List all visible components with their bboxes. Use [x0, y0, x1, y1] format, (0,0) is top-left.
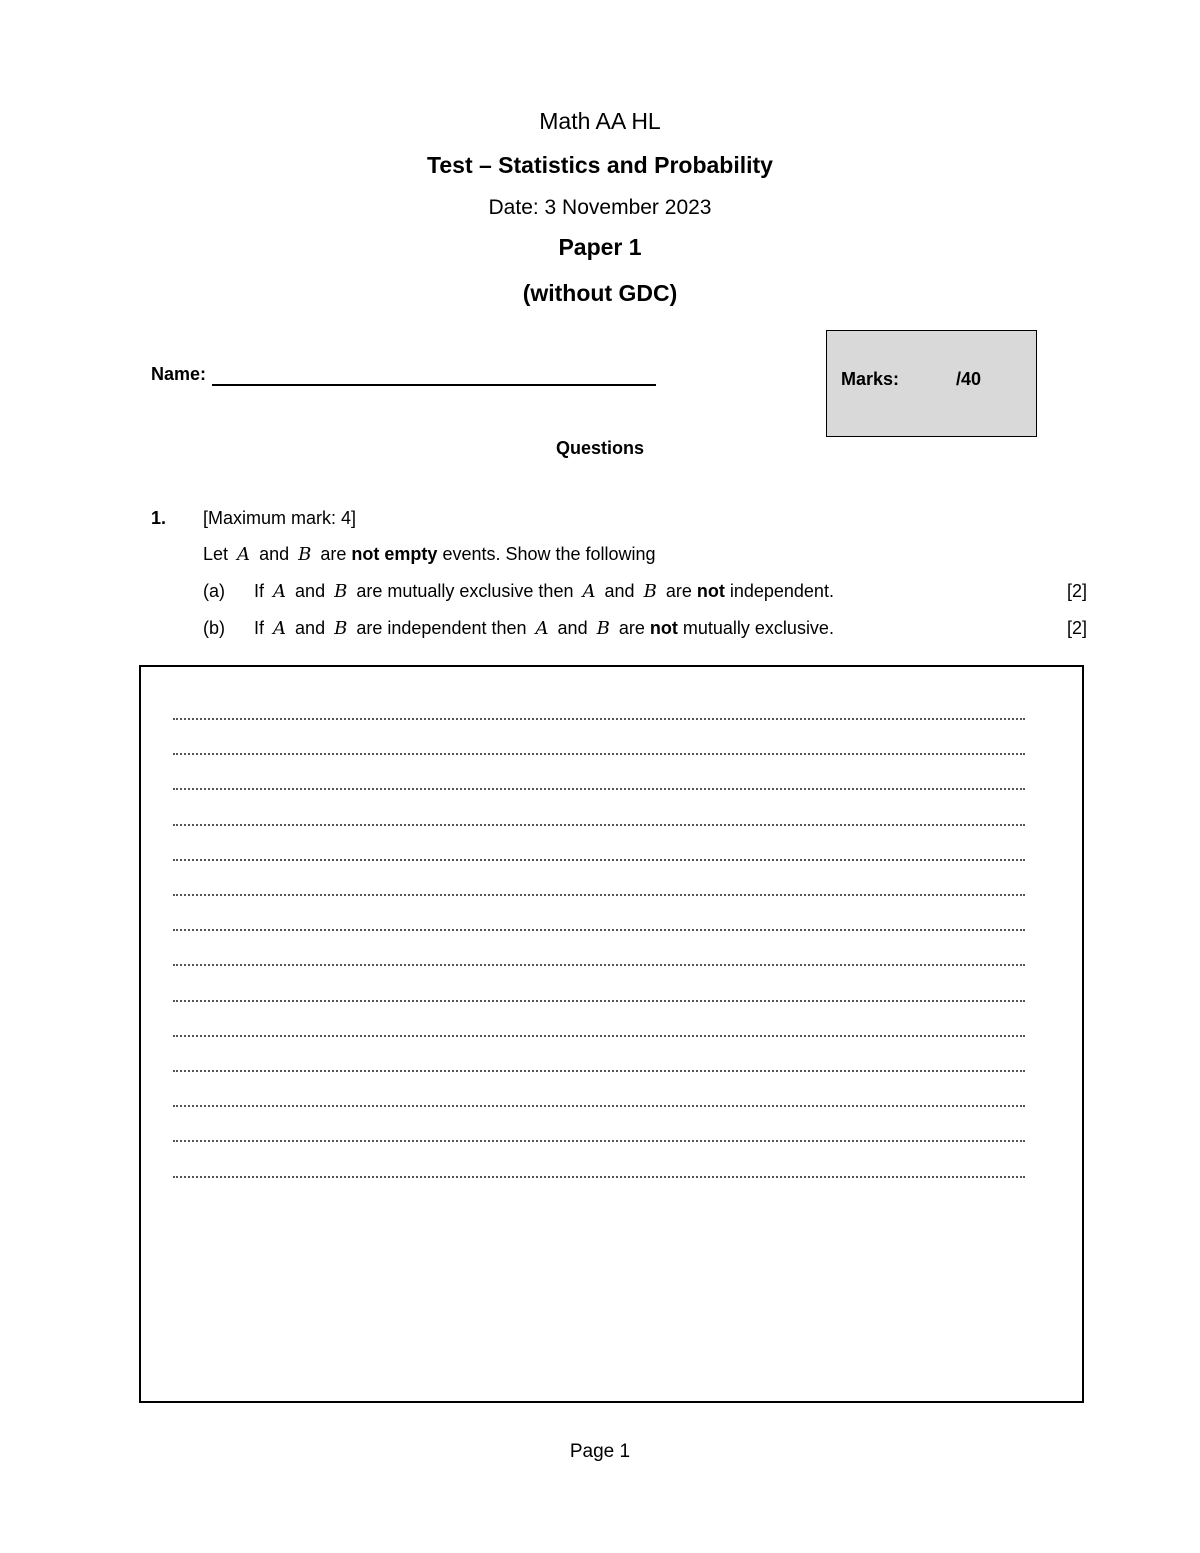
variable-b: B	[334, 581, 348, 602]
paper-number: Paper 1	[558, 234, 642, 260]
part-b-middle: are independent then	[356, 618, 527, 638]
intro-post: events. Show the following	[442, 544, 656, 564]
answer-dotted-line	[173, 1140, 1025, 1142]
question-max-mark: [Maximum mark: 4]	[203, 508, 357, 528]
intro-pre: Let	[203, 544, 229, 564]
part-b-emphasis: not	[649, 618, 678, 638]
part-b-and: and	[295, 618, 326, 638]
answer-dotted-line	[173, 1176, 1025, 1178]
part-a-and: and	[604, 581, 635, 601]
part-a-label: (a)	[203, 581, 225, 601]
marks-label: Marks:	[841, 369, 900, 389]
calculator-note: (without GDC)	[522, 280, 678, 306]
part-b-mark: [2]	[1066, 618, 1087, 638]
answer-dotted-line	[173, 1105, 1025, 1107]
part-b-label: (b)	[203, 618, 225, 638]
variable-b: B	[298, 544, 312, 565]
part-a-if: If	[254, 581, 265, 601]
variable-a: A	[535, 618, 549, 639]
marks-box	[826, 330, 1037, 437]
intro-emphasis: not empty	[351, 544, 438, 564]
marks-total: /40	[956, 369, 982, 389]
answer-dotted-line	[173, 1000, 1025, 1002]
test-date: Date: 3 November 2023	[488, 196, 712, 219]
part-b-end: mutually exclusive.	[682, 618, 834, 638]
part-b-are: are	[618, 618, 645, 638]
part-b-and: and	[557, 618, 588, 638]
course-title: Math AA HL	[539, 108, 661, 134]
questions-heading: Questions	[555, 438, 644, 458]
test-title: Test – Statistics and Probability	[427, 152, 773, 178]
variable-a: A	[273, 581, 287, 602]
name-label: Name:	[151, 364, 207, 384]
variable-a: A	[237, 544, 251, 565]
answer-dotted-line	[173, 929, 1025, 931]
question-number: 1.	[151, 508, 167, 528]
variable-a: A	[273, 618, 287, 639]
answer-dotted-line	[173, 1035, 1025, 1037]
variable-b: B	[596, 618, 610, 639]
name-field[interactable]	[212, 384, 656, 386]
variable-a: A	[582, 581, 596, 602]
variable-b: B	[643, 581, 657, 602]
answer-dotted-line	[173, 788, 1025, 790]
variable-b: B	[334, 618, 348, 639]
answer-dotted-line	[173, 1070, 1025, 1072]
answer-dotted-line	[173, 859, 1025, 861]
intro-and: and	[259, 544, 290, 564]
answer-dotted-line	[173, 753, 1025, 755]
part-b-text	[254, 618, 834, 639]
answer-dotted-line	[173, 964, 1025, 966]
part-a-and: and	[295, 581, 326, 601]
part-a-mark: [2]	[1066, 581, 1087, 601]
page-number: Page 1	[569, 1441, 631, 1462]
part-a-middle: are mutually exclusive then	[356, 581, 574, 601]
answer-dotted-line	[173, 824, 1025, 826]
answer-dotted-line	[173, 894, 1025, 896]
intro-are: are	[320, 544, 347, 564]
part-b-if: If	[254, 618, 265, 638]
question-intro	[203, 544, 656, 565]
part-a-text	[254, 581, 834, 602]
answer-box[interactable]	[139, 665, 1084, 1403]
part-a-emphasis: not	[696, 581, 725, 601]
part-a-end: independent.	[729, 581, 834, 601]
answer-dotted-line	[173, 718, 1025, 720]
part-a-are: are	[665, 581, 692, 601]
